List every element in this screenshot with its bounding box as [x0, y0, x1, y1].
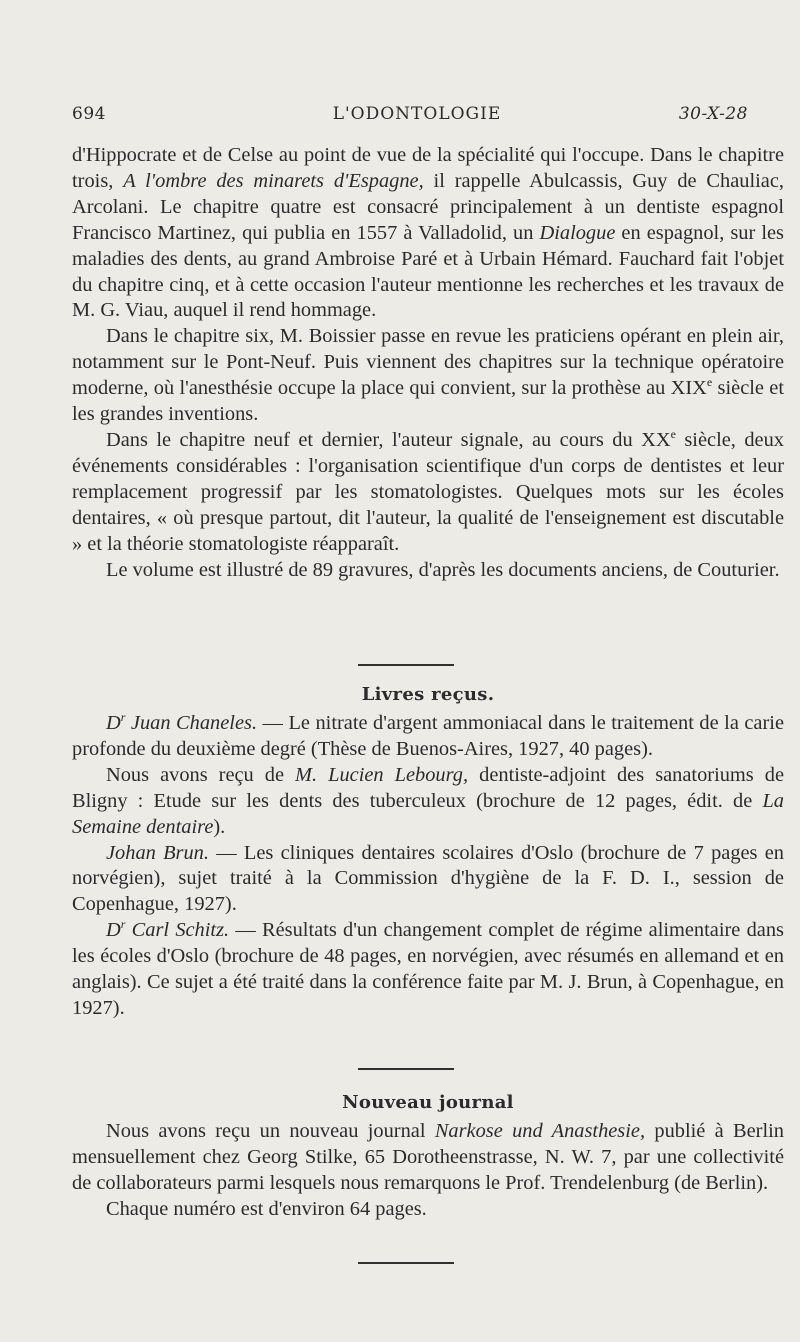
text-run: Dans le chapitre six, M. Boissier passe en revue les praticiens opérant en plein air, notamment sur le Pont-Neuf. Puis viennent des chapitres sur la technique opératoire moderne, où l'anesthésie occupe la place qui convient, sur la prothèse au: [72, 325, 784, 400]
chapter-title: A l'ombre des minarets d'Espagne,: [123, 169, 424, 192]
superscript: e: [706, 375, 713, 390]
list-item: [72, 918, 784, 1022]
paragraph: [72, 428, 784, 558]
paragraph: [72, 143, 784, 324]
text-run: en espagnol, sur les maladies des dents, au grand Ambroise Paré et à Urbain Hémard. Fauchard fait l'objet du chapitre cinq, et à cette occasion l'auteur mentionne les recherches et les travaux de M. G. Viau, auquel il rend hommage.: [72, 221, 784, 322]
section-divider: [358, 664, 454, 666]
section-divider: [358, 1068, 454, 1070]
review-continuation: [72, 143, 784, 583]
superscript: r: [120, 917, 126, 932]
section-divider: [358, 1262, 454, 1264]
book-title: Dialogue: [539, 221, 616, 244]
paragraph: [72, 1119, 784, 1197]
paragraph: Le volume est illustré de 89 gravures, d'après les documents anciens, de Couturier.: [106, 558, 780, 581]
list-item: [72, 711, 784, 763]
text-run: Nous avons reçu de: [106, 763, 296, 786]
author-name: Juan Chaneles.: [125, 712, 258, 734]
century-numeral: XX: [641, 428, 671, 451]
list-item: [72, 841, 784, 919]
text-run: ).: [213, 815, 226, 838]
text-run: — Le nitrate d'argent ammoniacal dans le traitement de la carie profonde du deuxième degré (Thèse de Buenos-Aires, 1927, 40 pages).: [72, 712, 784, 760]
text-run: dentiste-adjoint des sanatoriums de Bligny : Etude sur les dents des tuberculeux (brochure de 12 pages, édit. de: [72, 763, 784, 812]
journal-title: L'ODONTOLOGIE: [332, 104, 502, 124]
text-run: — Résultats d'un changement complet de régime alimentaire dans les écoles d'Oslo (brochure de 48 pages, en norvégien, avec résumés en allemand et en anglais). Ce sujet a été traité dans la conférence faite par M. J. Brun, à Copenhague, en 1927).: [72, 919, 784, 1019]
text-run: Nous avons reçu un nouveau journal: [106, 1120, 435, 1142]
author-name: Johan Brun.: [106, 841, 209, 864]
text-run: — Les cliniques dentaires scolaires d'Oslo (brochure de 7 pages en norvégien), sujet traité à la Commission d'hygiène de la F. D. I., session de Copenhague, 1927).: [72, 841, 785, 916]
text-run: il rappelle Abulcassis, Guy de Chauliac, Arcolani. Le chapitre quatre est consacré principalement à un dentiste espagnol Francisco Martinez, qui publia en 1557 à Valladolid, un: [72, 169, 785, 244]
paragraph: Chaque numéro est d'environ 64 pages.: [106, 1197, 427, 1220]
publication-title: La Semaine dentaire: [72, 789, 784, 838]
livres-recus-section: [72, 711, 784, 1022]
journal-name: Narkose und Anasthesie,: [434, 1120, 646, 1142]
text-run: Dans le chapitre neuf et dernier, l'auteur signale, au cours du: [106, 428, 642, 451]
paragraph: [72, 324, 784, 428]
author-name: M. Lucien Lebourg,: [295, 763, 469, 786]
title-abbrev: D: [106, 712, 121, 734]
section-heading-livres-recus: Livres reçus.: [361, 684, 495, 705]
issue-date: 30-X-28: [678, 104, 748, 124]
text-run: siècle, deux événements considérables : l'organisation scientifique d'un corps de dentistes et leur remplacement progressif par les stomatologistes. Quelques mots sur les écoles dentaires, « où presque partout, dit l'auteur, la qualité de l'enseignement est discutable » et la théorie stomatologiste réapparaît.: [72, 428, 784, 555]
title-abbrev: D: [106, 919, 121, 942]
page-number: 694: [72, 104, 106, 124]
text-run: publié à Berlin mensuellement chez Georg Stilke, 65 Dorotheenstrasse, N. W. 7, par une collectivité de collaborateurs parmi lesquels nous remarquons le Prof. Trendelenburg (de Berlin).: [72, 1120, 784, 1194]
section-heading-nouveau-journal: Nouveau journal: [342, 1092, 514, 1113]
superscript: r: [120, 710, 126, 725]
running-head: [72, 104, 762, 128]
author-name: Carl Schitz.: [125, 919, 230, 942]
nouveau-journal-section: [72, 1119, 784, 1223]
text-run: d'Hippocrate et de Celse au point de vue de la spécialité qui l'occupe. Dans le chapitre trois,: [72, 144, 784, 192]
century-numeral: XIX: [670, 377, 707, 400]
text-run: siècle et les grandes inventions.: [72, 377, 784, 426]
list-item: [72, 763, 784, 841]
superscript: e: [670, 427, 676, 442]
